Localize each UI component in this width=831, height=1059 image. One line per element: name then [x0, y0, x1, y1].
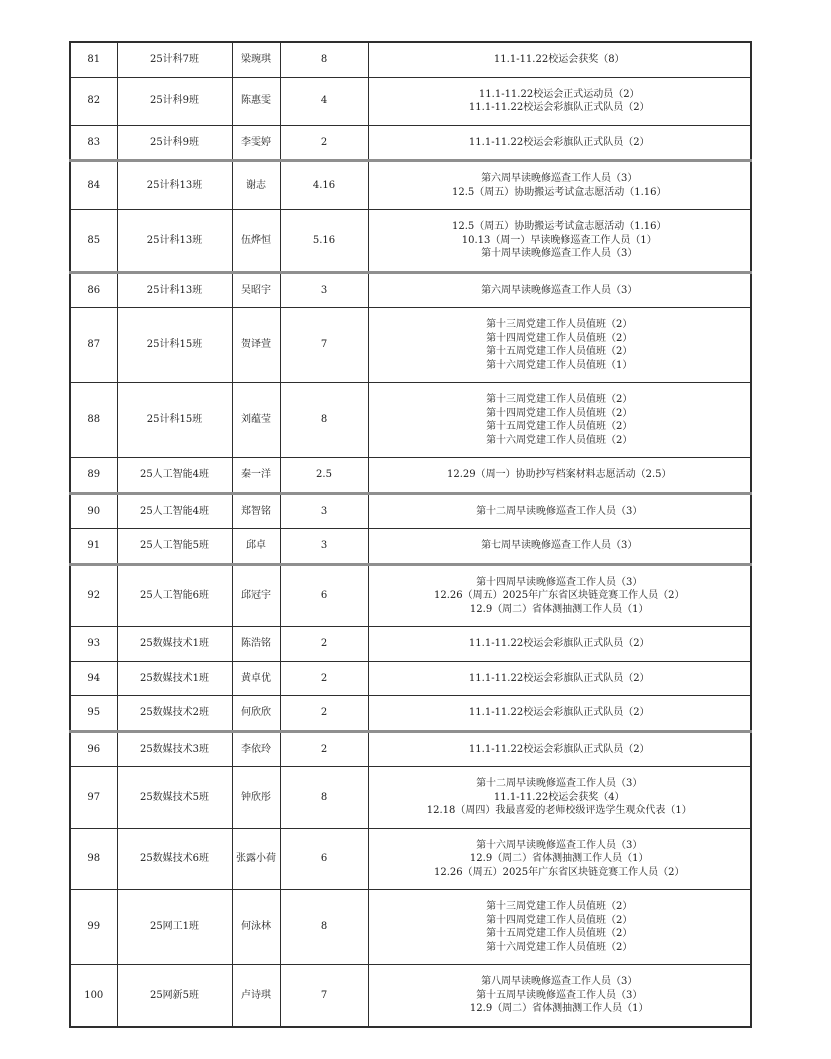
points-cell	[280, 308, 368, 383]
activity-line: 第十六周党建工作人员值班（2）	[486, 434, 633, 446]
cell-text: 89	[87, 469, 101, 480]
row-number-cell	[70, 77, 117, 125]
row-number-cell	[70, 767, 117, 829]
points-cell	[280, 383, 368, 458]
activities-cell	[368, 661, 751, 696]
activity-line: 第六周早读晚修巡查工作人员（3）	[481, 173, 638, 184]
activity-line: 11.1-11.22校运会彩旗队正式队员（2）	[468, 102, 650, 113]
row-number-cell	[70, 627, 117, 662]
class-name-cell	[117, 890, 232, 965]
activities-cell	[368, 308, 751, 383]
table-row	[70, 627, 751, 662]
table-row	[70, 125, 751, 161]
cell-text: 25数媒技术5班	[139, 791, 210, 803]
activity-line: 第十五周党建工作人员值班（2）	[486, 928, 633, 939]
activity-line: 12.26（周五）2025年广东省区块链竞赛工作人员（2）	[434, 866, 685, 878]
cell-text: 陈惠雯	[241, 95, 271, 107]
cell-text: 何泳林	[241, 921, 271, 933]
cell-text: 90	[87, 505, 101, 517]
table-row	[70, 696, 751, 732]
student-name-cell	[232, 458, 280, 494]
cell-text: 2.5	[316, 469, 332, 480]
cell-text: 伍烨恒	[241, 234, 271, 246]
student-name-cell	[232, 661, 280, 696]
cell-text: 8	[320, 791, 328, 803]
activity-line: 第十四周党建工作人员值班（2）	[486, 407, 633, 419]
table-row	[70, 529, 751, 565]
activity-line: 12.5（周五）协助搬运考试盒志愿活动（1.16）	[451, 186, 667, 198]
cell-text: 88	[87, 414, 101, 426]
table-row	[70, 828, 751, 890]
activity-line: 11.1-11.22校运会获奖（4）	[493, 791, 625, 803]
cell-text: 25网工1班	[149, 921, 200, 933]
activity-line: 11.1-11.22校运会正式运动员（2）	[478, 88, 640, 100]
roster-table-body	[70, 42, 751, 1027]
cell-text: 25计科13班	[146, 284, 203, 296]
activity-line: 第十周早读晚修巡查工作人员（3）	[481, 248, 638, 259]
row-number-cell	[70, 731, 117, 767]
table-row	[70, 661, 751, 696]
student-name-cell	[232, 161, 280, 210]
student-name-cell	[232, 564, 280, 627]
cell-text: 4.16	[312, 179, 336, 191]
class-name-cell	[117, 661, 232, 696]
class-name-cell	[117, 210, 232, 273]
activities-cell	[368, 210, 751, 273]
class-name-cell	[117, 161, 232, 210]
cell-text: 3	[320, 284, 328, 296]
cell-text: 5.16	[312, 234, 336, 246]
activity-line: 12.26（周五）2025年广东省区块链竞赛工作人员（2）	[434, 590, 685, 601]
row-number-cell	[70, 458, 117, 494]
activity-line: 11.1-11.22校运会彩旗队正式队员（2）	[468, 136, 650, 148]
class-name-cell	[117, 767, 232, 829]
student-name-cell	[232, 828, 280, 890]
row-number-cell	[70, 564, 117, 627]
cell-text: 8	[320, 921, 328, 933]
table-row	[70, 161, 751, 210]
table-row	[70, 272, 751, 308]
table-row	[70, 493, 751, 529]
row-number-cell	[70, 696, 117, 732]
row-number-cell	[70, 965, 117, 1027]
cell-text: 87	[87, 339, 101, 351]
class-name-cell	[117, 272, 232, 308]
class-name-cell	[117, 529, 232, 565]
row-number-cell	[70, 493, 117, 529]
activities-cell	[368, 828, 751, 890]
cell-text: 2	[320, 707, 328, 718]
activity-line: 第十六周早读晚修巡查工作人员（3）	[476, 839, 643, 851]
cell-text: 黄卓优	[241, 672, 271, 684]
cell-text: 82	[87, 95, 101, 107]
student-name-cell	[232, 383, 280, 458]
activities-cell	[368, 161, 751, 210]
cell-text: 张露小荷	[236, 853, 276, 864]
class-name-cell	[117, 383, 232, 458]
cell-text: 85	[87, 234, 101, 246]
activity-line: 11.1-11.22校运会获奖（8）	[493, 54, 625, 65]
cell-text: 25人工智能5班	[139, 540, 210, 551]
activities-cell	[368, 125, 751, 161]
student-name-cell	[232, 529, 280, 565]
activities-cell	[368, 627, 751, 662]
table-row	[70, 77, 751, 125]
activity-line: 12.9（周二）省体测抽测工作人员（1）	[469, 853, 649, 864]
cell-text: 25人工智能4班	[139, 469, 210, 480]
cell-text: 25计科15班	[146, 339, 203, 351]
points-cell	[280, 42, 368, 77]
student-name-cell	[232, 493, 280, 529]
class-name-cell	[117, 965, 232, 1027]
activity-line: 第十三周党建工作人员值班（2）	[486, 394, 633, 405]
points-cell	[280, 627, 368, 662]
activity-line: 第十六周党建工作人员值班（2）	[486, 941, 633, 953]
table-row	[70, 731, 751, 767]
cell-text: 86	[87, 284, 101, 296]
student-name-cell	[232, 125, 280, 161]
cell-text: 刘蕴莹	[241, 414, 271, 426]
cell-text: 8	[320, 414, 328, 426]
class-name-cell	[117, 458, 232, 494]
cell-text: 94	[87, 672, 101, 684]
cell-text: 25计科13班	[146, 179, 203, 191]
table-row	[70, 890, 751, 965]
points-cell	[280, 125, 368, 161]
activity-line: 第八周早读晚修巡查工作人员（3）	[481, 976, 638, 987]
points-cell	[280, 529, 368, 565]
cell-text: 25数媒技术6班	[139, 853, 210, 864]
activity-line: 第十二周早读晚修巡查工作人员（3）	[476, 778, 643, 789]
class-name-cell	[117, 731, 232, 767]
table-row	[70, 308, 751, 383]
cell-text: 25计科13班	[146, 234, 203, 246]
points-cell	[280, 493, 368, 529]
row-number-cell	[70, 890, 117, 965]
row-number-cell	[70, 383, 117, 458]
cell-text: 6	[320, 853, 328, 864]
points-cell	[280, 564, 368, 627]
cell-text: 何欣欣	[241, 707, 271, 718]
cell-text: 6	[320, 590, 328, 601]
points-cell	[280, 890, 368, 965]
student-name-cell	[232, 731, 280, 767]
cell-text: 91	[87, 540, 101, 551]
activity-line: 第十二周早读晚修巡查工作人员（3）	[476, 505, 643, 517]
table-row	[70, 965, 751, 1027]
student-name-cell	[232, 965, 280, 1027]
points-cell	[280, 458, 368, 494]
cell-text: 25计科7班	[149, 54, 200, 65]
cell-text: 81	[87, 54, 101, 65]
activity-line: 11.1-11.22校运会彩旗队正式队员（2）	[468, 638, 650, 649]
class-name-cell	[117, 564, 232, 627]
cell-text: 25数媒技术1班	[139, 672, 210, 684]
points-cell	[280, 696, 368, 732]
class-name-cell	[117, 627, 232, 662]
activity-line: 第六周早读晚修巡查工作人员（3）	[481, 284, 638, 296]
activity-line: 第十四周党建工作人员值班（2）	[486, 914, 633, 926]
points-cell	[280, 661, 368, 696]
activity-line: 第七周早读晚修巡查工作人员（3）	[481, 540, 638, 551]
activity-line: 12.5（周五）协助搬运考试盒志愿活动（1.16）	[451, 221, 667, 232]
table-row	[70, 458, 751, 494]
cell-text: 83	[87, 136, 101, 148]
activity-line: 第十五周早读晚修巡查工作人员（3）	[476, 989, 643, 1001]
points-cell	[280, 828, 368, 890]
row-number-cell	[70, 210, 117, 273]
table-row	[70, 210, 751, 273]
activities-cell	[368, 696, 751, 732]
points-cell	[280, 77, 368, 125]
cell-text: 3	[320, 505, 328, 517]
cell-text: 25数媒技术3班	[139, 743, 210, 755]
activity-line: 第十四周早读晚修巡查工作人员（3）	[476, 576, 643, 588]
cell-text: 谢志	[246, 179, 266, 191]
cell-text: 25计科9班	[149, 136, 200, 148]
points-roster-table	[69, 41, 752, 1028]
cell-text: 2	[320, 672, 328, 684]
student-name-cell	[232, 272, 280, 308]
cell-text: 92	[87, 590, 101, 601]
points-cell	[280, 210, 368, 273]
row-number-cell	[70, 42, 117, 77]
activity-line: 11.1-11.22校运会彩旗队正式队员（2）	[468, 672, 650, 684]
activity-line: 11.1-11.22校运会彩旗队正式队员（2）	[468, 707, 650, 718]
row-number-cell	[70, 161, 117, 210]
activities-cell	[368, 42, 751, 77]
cell-text: 2	[320, 136, 328, 148]
class-name-cell	[117, 308, 232, 383]
activities-cell	[368, 77, 751, 125]
cell-text: 95	[87, 707, 101, 718]
points-cell	[280, 161, 368, 210]
class-name-cell	[117, 828, 232, 890]
points-cell	[280, 731, 368, 767]
cell-text: 邱卓	[246, 540, 266, 551]
cell-text: 2	[320, 743, 328, 755]
cell-text: 2	[320, 638, 328, 649]
cell-text: 99	[87, 921, 101, 933]
activity-line: 第十四周党建工作人员值班（2）	[486, 332, 633, 344]
cell-text: 秦一洋	[241, 469, 271, 480]
student-name-cell	[232, 77, 280, 125]
cell-text: 98	[87, 853, 101, 864]
class-name-cell	[117, 696, 232, 732]
cell-text: 8	[320, 54, 328, 65]
activity-line: 12.9（周二）省体测抽测工作人员（1）	[469, 1003, 649, 1014]
student-name-cell	[232, 308, 280, 383]
activities-cell	[368, 564, 751, 627]
activity-line: 12.18（周四）我最喜爱的老师校级评选学生观众代表（1）	[426, 805, 692, 816]
activities-cell	[368, 529, 751, 565]
row-number-cell	[70, 272, 117, 308]
cell-text: 李依玲	[241, 743, 271, 755]
activity-line: 11.1-11.22校运会彩旗队正式队员（2）	[468, 743, 650, 755]
cell-text: 卢诗琪	[241, 989, 271, 1001]
cell-text: 25计科15班	[146, 414, 203, 426]
cell-text: 梁琬琪	[241, 54, 271, 65]
cell-text: 93	[87, 638, 101, 649]
cell-text: 4	[320, 95, 328, 107]
cell-text: 7	[320, 989, 328, 1001]
activities-cell	[368, 767, 751, 829]
cell-text: 84	[87, 179, 101, 191]
activities-cell	[368, 965, 751, 1027]
student-name-cell	[232, 890, 280, 965]
student-name-cell	[232, 210, 280, 273]
cell-text: 3	[320, 540, 328, 551]
student-name-cell	[232, 767, 280, 829]
cell-text: 25人工智能6班	[139, 590, 210, 601]
row-number-cell	[70, 308, 117, 383]
activities-cell	[368, 493, 751, 529]
student-name-cell	[232, 627, 280, 662]
row-number-cell	[70, 529, 117, 565]
cell-text: 贺译萱	[241, 339, 271, 351]
cell-text: 25计科9班	[149, 95, 200, 107]
class-name-cell	[117, 493, 232, 529]
cell-text: 陈浩铭	[241, 638, 271, 649]
table-row	[70, 564, 751, 627]
cell-text: 100	[84, 989, 104, 1001]
table-row	[70, 383, 751, 458]
class-name-cell	[117, 77, 232, 125]
table-row	[70, 767, 751, 829]
class-name-cell	[117, 42, 232, 77]
cell-text: 李雯婷	[241, 136, 271, 148]
cell-text: 25数媒技术1班	[139, 638, 210, 649]
row-number-cell	[70, 661, 117, 696]
row-number-cell	[70, 125, 117, 161]
activities-cell	[368, 383, 751, 458]
activity-line: 12.29（周一）协助抄写档案材料志愿活动（2.5）	[446, 469, 672, 480]
student-name-cell	[232, 696, 280, 732]
points-cell	[280, 965, 368, 1027]
cell-text: 97	[87, 791, 101, 803]
cell-text: 郑智铭	[241, 505, 271, 517]
points-cell	[280, 272, 368, 308]
cell-text: 钟欣彤	[241, 791, 271, 803]
cell-text: 邱冠宇	[241, 590, 271, 601]
cell-text: 吴昭宇	[241, 284, 271, 296]
cell-text: 96	[87, 743, 101, 755]
activity-line: 第十五周党建工作人员值班（2）	[486, 346, 633, 357]
cell-text: 25数媒技术2班	[139, 707, 210, 718]
row-number-cell	[70, 828, 117, 890]
cell-text: 25网新5班	[149, 989, 200, 1001]
activity-line: 12.9（周二）省体测抽测工作人员（1）	[469, 603, 649, 615]
activity-line: 第十五周党建工作人员值班（2）	[486, 421, 633, 432]
activities-cell	[368, 890, 751, 965]
activities-cell	[368, 458, 751, 494]
activity-line: 第十六周党建工作人员值班（1）	[486, 359, 633, 371]
activity-line: 10.13（周一）早读晚修巡查工作人员（1）	[461, 234, 657, 246]
activities-cell	[368, 731, 751, 767]
class-name-cell	[117, 125, 232, 161]
activity-line: 第十三周党建工作人员值班（2）	[486, 319, 633, 330]
points-cell	[280, 767, 368, 829]
activities-cell	[368, 272, 751, 308]
student-name-cell	[232, 42, 280, 77]
cell-text: 25人工智能4班	[139, 505, 210, 517]
cell-text: 7	[320, 339, 328, 351]
table-row	[70, 42, 751, 77]
activity-line: 第十三周党建工作人员值班（2）	[486, 901, 633, 912]
